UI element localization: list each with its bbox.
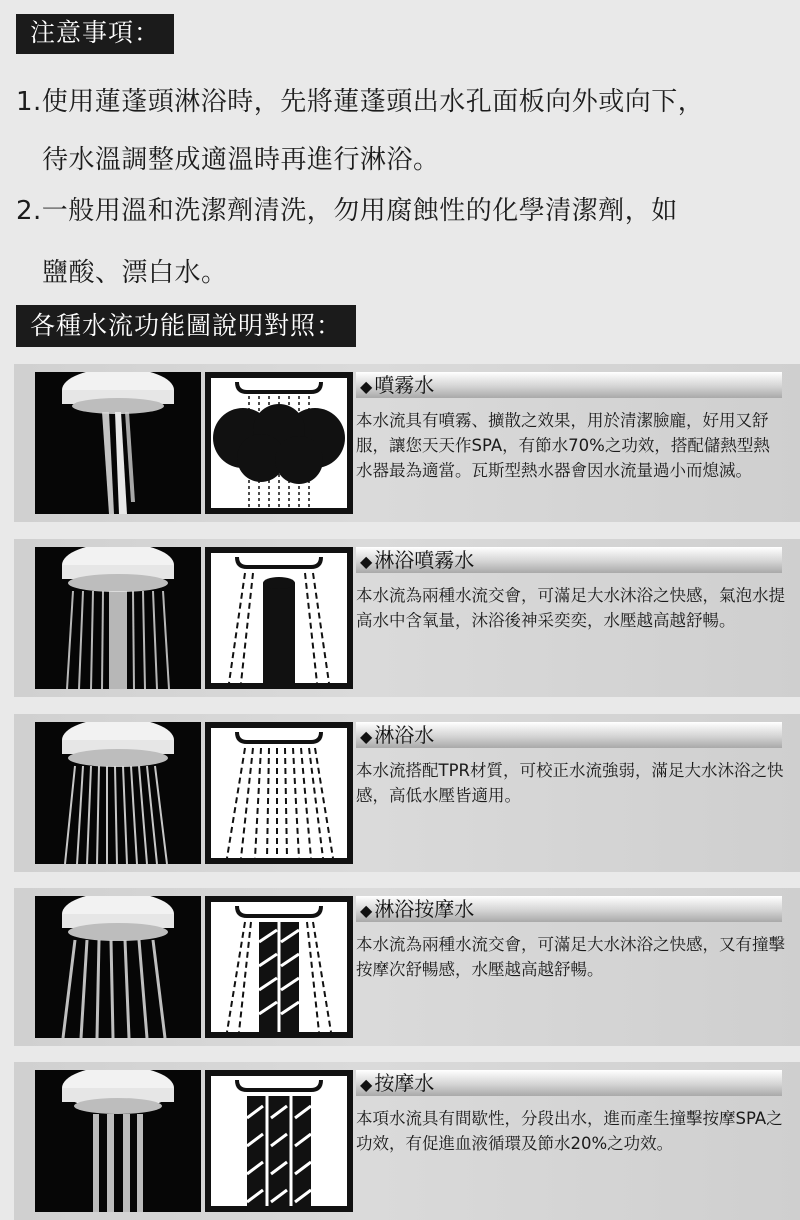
- notice-item-1: [16, 82, 796, 180]
- showerhead-shower-massage-photo: [35, 896, 201, 1038]
- mode-title-shower: [356, 722, 782, 748]
- notice-item-1-line-1: 1.使用蓮蓬頭淋浴時，先將蓮蓬頭出水孔面板向外或向下，: [16, 87, 705, 117]
- mode-panel-spray: [14, 364, 800, 522]
- notice-item-2-line-2: 鹽酸、漂白水。: [42, 258, 228, 288]
- mode-description-shower: 本水流搭配TPR材質，可校正水流強弱，滿足大水沐浴之快感，高低水壓皆適用。: [356, 761, 784, 805]
- showerhead-spray-photo: [35, 372, 201, 514]
- diamond-bullet-icon: ◆: [360, 1075, 373, 1094]
- mode-title-massage: [356, 1070, 782, 1096]
- shower-massage-diagram: [205, 896, 353, 1038]
- notice-item-2: [16, 191, 796, 293]
- mode-title-text: 噴霧水: [374, 373, 435, 397]
- diamond-bullet-icon: ◆: [360, 377, 373, 396]
- mode-title-text: 淋浴按摩水: [374, 897, 475, 921]
- notice-item-1-line-2: 待水溫調整成適溫時再進行淋浴。: [42, 145, 440, 175]
- mode-panel-shower: [14, 714, 800, 872]
- mode-panel-shower-spray: [14, 539, 800, 697]
- showerhead-shower-photo: [35, 722, 201, 864]
- mode-title-spray: [356, 372, 782, 398]
- notice-item-2-line-1: 2.一般用溫和洗潔劑清洗，勿用腐蝕性的化學清潔劑，如: [16, 196, 678, 226]
- shower-diagram: [205, 722, 353, 864]
- mode-title-text: 淋浴水: [374, 723, 435, 747]
- mode-title-text: 淋浴噴霧水: [374, 548, 475, 572]
- diamond-bullet-icon: ◆: [360, 552, 373, 571]
- diamond-bullet-icon: ◆: [360, 727, 373, 746]
- massage-diagram: [205, 1070, 353, 1212]
- mode-panel-massage: [14, 1062, 800, 1220]
- section-heading: 各種水流功能圖說明對照：: [16, 305, 356, 347]
- mode-title-shower-spray: [356, 547, 782, 573]
- showerhead-massage-photo: [35, 1070, 201, 1212]
- diamond-bullet-icon: ◆: [360, 901, 373, 920]
- showerhead-shower-spray-photo: [35, 547, 201, 689]
- mode-description-spray: 本水流具有噴霧、擴散之效果，用於清潔臉龐，好用又舒服，讓您天天作SPA，有節水70%之功效，搭配儲熱型熱水器最為適當。瓦斯型熱水器會因水流量過小而熄滅。: [356, 411, 770, 480]
- mode-title-text: 按摩水: [374, 1071, 435, 1095]
- notice-heading: 注意事項：: [16, 14, 174, 54]
- mode-description-shower-spray: 本水流為兩種水流交會，可滿足大水沐浴之快感，氣泡水提高水中含氧量，沐浴後神采奕奕，水壓越高越舒暢。: [356, 586, 785, 630]
- mode-description-shower-massage: 本水流為兩種水流交會，可滿足大水沐浴之快感，又有撞擊按摩次舒暢感，水壓越高越舒暢。: [356, 935, 785, 979]
- mode-title-shower-massage: [356, 896, 782, 922]
- mode-description-massage: 本項水流具有間歇性，分段出水，進而產生撞擊按摩SPA之功效，有促進血液循環及節水20%之功效。: [356, 1109, 783, 1153]
- spray-diagram: [205, 372, 353, 514]
- mode-panel-shower-massage: [14, 888, 800, 1046]
- shower-spray-diagram: [205, 547, 353, 689]
